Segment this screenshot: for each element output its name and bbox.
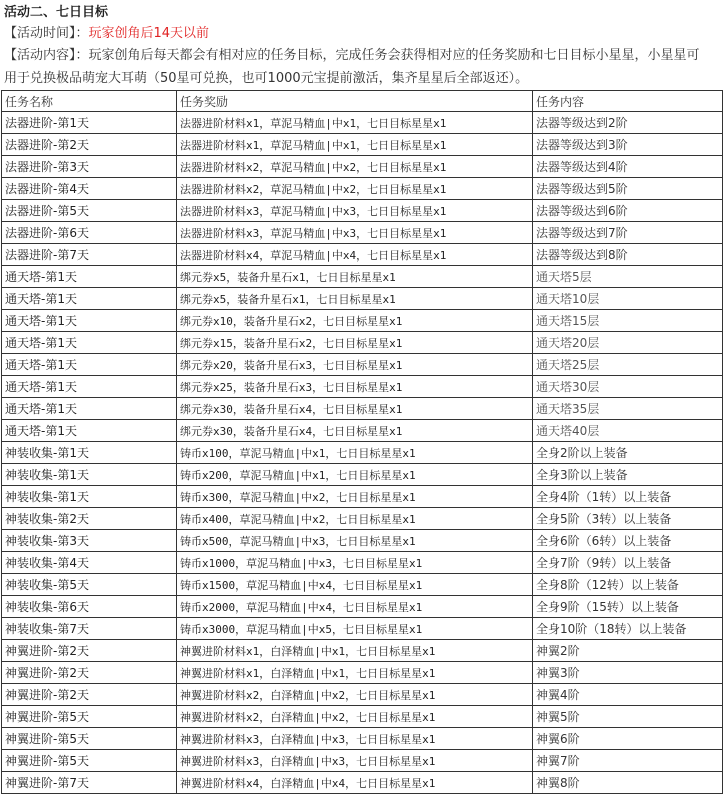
- cell-task-reward: 绑元券x30，装备升星石x4，七日目标星星x1: [177, 398, 533, 420]
- table-row: [2, 596, 723, 618]
- table-row: [2, 178, 723, 200]
- cell-task-reward: 绑元券x10，装备升星石x2，七日目标星星x1: [177, 310, 533, 332]
- cell-task-name: 法器进阶-第2天: [2, 134, 177, 156]
- cell-task-name: 通天塔-第1天: [2, 398, 177, 420]
- task-table: [1, 90, 723, 794]
- table-row: [2, 266, 723, 288]
- cell-task-name: 神翼进阶-第7天: [2, 772, 177, 794]
- cell-task-reward: 铸币x3000，草泥马精血|中x5，七日目标星星x1: [177, 618, 533, 640]
- table-row: [2, 662, 723, 684]
- cell-task-content: 全身2阶以上装备: [533, 442, 723, 464]
- activity-content-text-1: 玩家创角后每天都会有相对应的任务目标，完成任务会获得相对应的任务奖励和七日目标小星星，小星星可: [88, 48, 700, 63]
- cell-task-reward: 神翼进阶材料x2，白泽精血|中x2，七日目标星星x1: [177, 684, 533, 706]
- cell-task-reward: 铸币x500，草泥马精血|中x3，七日目标星星x1: [177, 530, 533, 552]
- cell-task-content: 神翼3阶: [533, 662, 723, 684]
- cell-task-content: 通天塔30层: [533, 376, 723, 398]
- cell-task-content: 法器等级达到3阶: [533, 134, 723, 156]
- cell-task-name: 通天塔-第1天: [2, 266, 177, 288]
- cell-task-content: 全身7阶（9转）以上装备: [533, 552, 723, 574]
- column-header-task-name: 任务名称: [2, 91, 177, 112]
- cell-task-reward: 铸币x2000，草泥马精血|中x4，七日目标星星x1: [177, 596, 533, 618]
- table-row: [2, 706, 723, 728]
- cell-task-content: 全身6阶（6转）以上装备: [533, 530, 723, 552]
- cell-task-content: 法器等级达到6阶: [533, 200, 723, 222]
- cell-task-content: 神翼4阶: [533, 684, 723, 706]
- cell-task-name: 神装收集-第7天: [2, 618, 177, 640]
- cell-task-reward: 法器进阶材料x2，草泥马精血|中x2，七日目标星星x1: [177, 156, 533, 178]
- cell-task-content: 全身10阶（18转）以上装备: [533, 618, 723, 640]
- cell-task-name: 通天塔-第1天: [2, 288, 177, 310]
- cell-task-name: 法器进阶-第1天: [2, 112, 177, 134]
- cell-task-name: 神翼进阶-第2天: [2, 640, 177, 662]
- cell-task-content: 通天塔25层: [533, 354, 723, 376]
- cell-task-content: 全身5阶（3转）以上装备: [533, 508, 723, 530]
- cell-task-name: 神翼进阶-第5天: [2, 728, 177, 750]
- cell-task-reward: 绑元券x15，装备升星石x2，七日目标星星x1: [177, 332, 533, 354]
- cell-task-reward: 法器进阶材料x3，草泥马精血|中x3，七日目标星星x1: [177, 200, 533, 222]
- cell-task-reward: 神翼进阶材料x1，白泽精血|中x1，七日目标星星x1: [177, 640, 533, 662]
- cell-task-reward: 法器进阶材料x4，草泥马精血|中x4，七日目标星星x1: [177, 244, 533, 266]
- cell-task-name: 神装收集-第1天: [2, 442, 177, 464]
- cell-task-name: 神翼进阶-第2天: [2, 684, 177, 706]
- cell-task-content: 通天塔20层: [533, 332, 723, 354]
- table-row: [2, 640, 723, 662]
- cell-task-reward: 法器进阶材料x1，草泥马精血|中x1，七日目标星星x1: [177, 134, 533, 156]
- cell-task-content: 法器等级达到8阶: [533, 244, 723, 266]
- cell-task-content: 法器等级达到7阶: [533, 222, 723, 244]
- table-row: [2, 750, 723, 772]
- cell-task-content: 法器等级达到2阶: [533, 112, 723, 134]
- table-row: [2, 222, 723, 244]
- cell-task-reward: 铸币x400，草泥马精血|中x2，七日目标星星x1: [177, 508, 533, 530]
- cell-task-name: 通天塔-第1天: [2, 376, 177, 398]
- cell-task-reward: 法器进阶材料x2，草泥马精血|中x2，七日目标星星x1: [177, 178, 533, 200]
- cell-task-name: 神翼进阶-第5天: [2, 750, 177, 772]
- cell-task-name: 法器进阶-第3天: [2, 156, 177, 178]
- cell-task-name: 神装收集-第1天: [2, 464, 177, 486]
- table-row: [2, 552, 723, 574]
- activity-header: [0, 0, 723, 90]
- cell-task-reward: 铸币x100，草泥马精血|中x1，七日目标星星x1: [177, 442, 533, 464]
- table-row: [2, 354, 723, 376]
- cell-task-name: 神翼进阶-第5天: [2, 706, 177, 728]
- cell-task-content: 全身4阶（1转）以上装备: [533, 486, 723, 508]
- activity-content-label: 【活动内容】：: [4, 48, 89, 63]
- cell-task-content: 全身3阶以上装备: [533, 464, 723, 486]
- cell-task-content: 法器等级达到5阶: [533, 178, 723, 200]
- cell-task-content: 通天塔35层: [533, 398, 723, 420]
- table-row: [2, 464, 723, 486]
- cell-task-reward: 神翼进阶材料x1，白泽精血|中x1，七日目标星星x1: [177, 662, 533, 684]
- cell-task-name: 通天塔-第1天: [2, 310, 177, 332]
- activity-title: 活动二、七日目标: [4, 5, 109, 20]
- cell-task-name: 神装收集-第5天: [2, 574, 177, 596]
- cell-task-name: 法器进阶-第6天: [2, 222, 177, 244]
- cell-task-reward: 绑元券x5，装备升星石x1，七日目标星星x1: [177, 288, 533, 310]
- cell-task-reward: 神翼进阶材料x4，白泽精血|中x4，七日目标星星x1: [177, 772, 533, 794]
- table-row: [2, 200, 723, 222]
- cell-task-reward: 铸币x300，草泥马精血|中x2，七日目标星星x1: [177, 486, 533, 508]
- table-row: [2, 684, 723, 706]
- table-row: [2, 772, 723, 794]
- table-row: [2, 508, 723, 530]
- cell-task-name: 神翼进阶-第2天: [2, 662, 177, 684]
- cell-task-reward: 铸币x1000，草泥马精血|中x3，七日目标星星x1: [177, 552, 533, 574]
- table-row: [2, 728, 723, 750]
- cell-task-content: 神翼5阶: [533, 706, 723, 728]
- cell-task-name: 通天塔-第1天: [2, 354, 177, 376]
- table-row: [2, 244, 723, 266]
- cell-task-reward: 绑元券x5，装备升星石x1，七日目标星星x1: [177, 266, 533, 288]
- table-row: [2, 618, 723, 640]
- activity-time: [4, 23, 719, 44]
- cell-task-reward: 法器进阶材料x1，草泥马精血|中x1，七日目标星星x1: [177, 112, 533, 134]
- table-row: [2, 376, 723, 398]
- cell-task-content: 神翼2阶: [533, 640, 723, 662]
- cell-task-reward: 神翼进阶材料x2，白泽精血|中x2，七日目标星星x1: [177, 706, 533, 728]
- table-row: [2, 134, 723, 156]
- table-row: [2, 442, 723, 464]
- table-row: [2, 288, 723, 310]
- cell-task-reward: 铸币x1500，草泥马精血|中x4，七日目标星星x1: [177, 574, 533, 596]
- cell-task-name: 法器进阶-第7天: [2, 244, 177, 266]
- cell-task-reward: 铸币x200，草泥马精血|中x1，七日目标星星x1: [177, 464, 533, 486]
- table-header-row: [2, 91, 723, 112]
- cell-task-content: 法器等级达到4阶: [533, 156, 723, 178]
- table-row: [2, 398, 723, 420]
- cell-task-content: 通天塔10层: [533, 288, 723, 310]
- table-row: [2, 112, 723, 134]
- table-row: [2, 574, 723, 596]
- cell-task-name: 神装收集-第4天: [2, 552, 177, 574]
- column-header-task-reward: 任务奖励: [177, 91, 533, 112]
- cell-task-name: 神装收集-第1天: [2, 486, 177, 508]
- cell-task-content: 通天塔40层: [533, 420, 723, 442]
- table-row: [2, 332, 723, 354]
- cell-task-content: 神翼8阶: [533, 772, 723, 794]
- table-row: [2, 310, 723, 332]
- cell-task-name: 神装收集-第6天: [2, 596, 177, 618]
- cell-task-content: 全身8阶（12转）以上装备: [533, 574, 723, 596]
- cell-task-reward: 神翼进阶材料x3，白泽精血|中x3，七日目标星星x1: [177, 728, 533, 750]
- cell-task-reward: 绑元券x30，装备升星石x4，七日目标星星x1: [177, 420, 533, 442]
- cell-task-reward: 绑元券x25，装备升星石x3，七日目标星星x1: [177, 376, 533, 398]
- activity-content-text-2: 用于兑换极品萌宠大耳萌（50星可兑换，也可1000元宝提前激活，集齐星星后全部返还）。: [4, 71, 529, 86]
- cell-task-name: 神装收集-第3天: [2, 530, 177, 552]
- cell-task-content: 全身9阶（15转）以上装备: [533, 596, 723, 618]
- cell-task-content: 通天塔15层: [533, 310, 723, 332]
- cell-task-name: 法器进阶-第5天: [2, 200, 177, 222]
- activity-time-label: 【活动时间】：: [4, 26, 89, 41]
- cell-task-name: 神装收集-第2天: [2, 508, 177, 530]
- cell-task-name: 通天塔-第1天: [2, 332, 177, 354]
- cell-task-content: 神翼7阶: [533, 750, 723, 772]
- cell-task-content: 神翼6阶: [533, 728, 723, 750]
- cell-task-reward: 法器进阶材料x3，草泥马精血|中x3，七日目标星星x1: [177, 222, 533, 244]
- cell-task-reward: 神翼进阶材料x3，白泽精血|中x3，七日目标星星x1: [177, 750, 533, 772]
- activity-time-value: 玩家创角后14天以前: [88, 26, 210, 41]
- cell-task-name: 法器进阶-第4天: [2, 178, 177, 200]
- table-row: [2, 156, 723, 178]
- cell-task-name: 通天塔-第1天: [2, 420, 177, 442]
- column-header-task-content: 任务内容: [533, 91, 723, 112]
- table-row: [2, 530, 723, 552]
- cell-task-reward: 绑元券x20，装备升星石x3，七日目标星星x1: [177, 354, 533, 376]
- activity-content: [4, 44, 719, 90]
- table-row: [2, 486, 723, 508]
- cell-task-content: 通天塔5层: [533, 266, 723, 288]
- table-row: [2, 420, 723, 442]
